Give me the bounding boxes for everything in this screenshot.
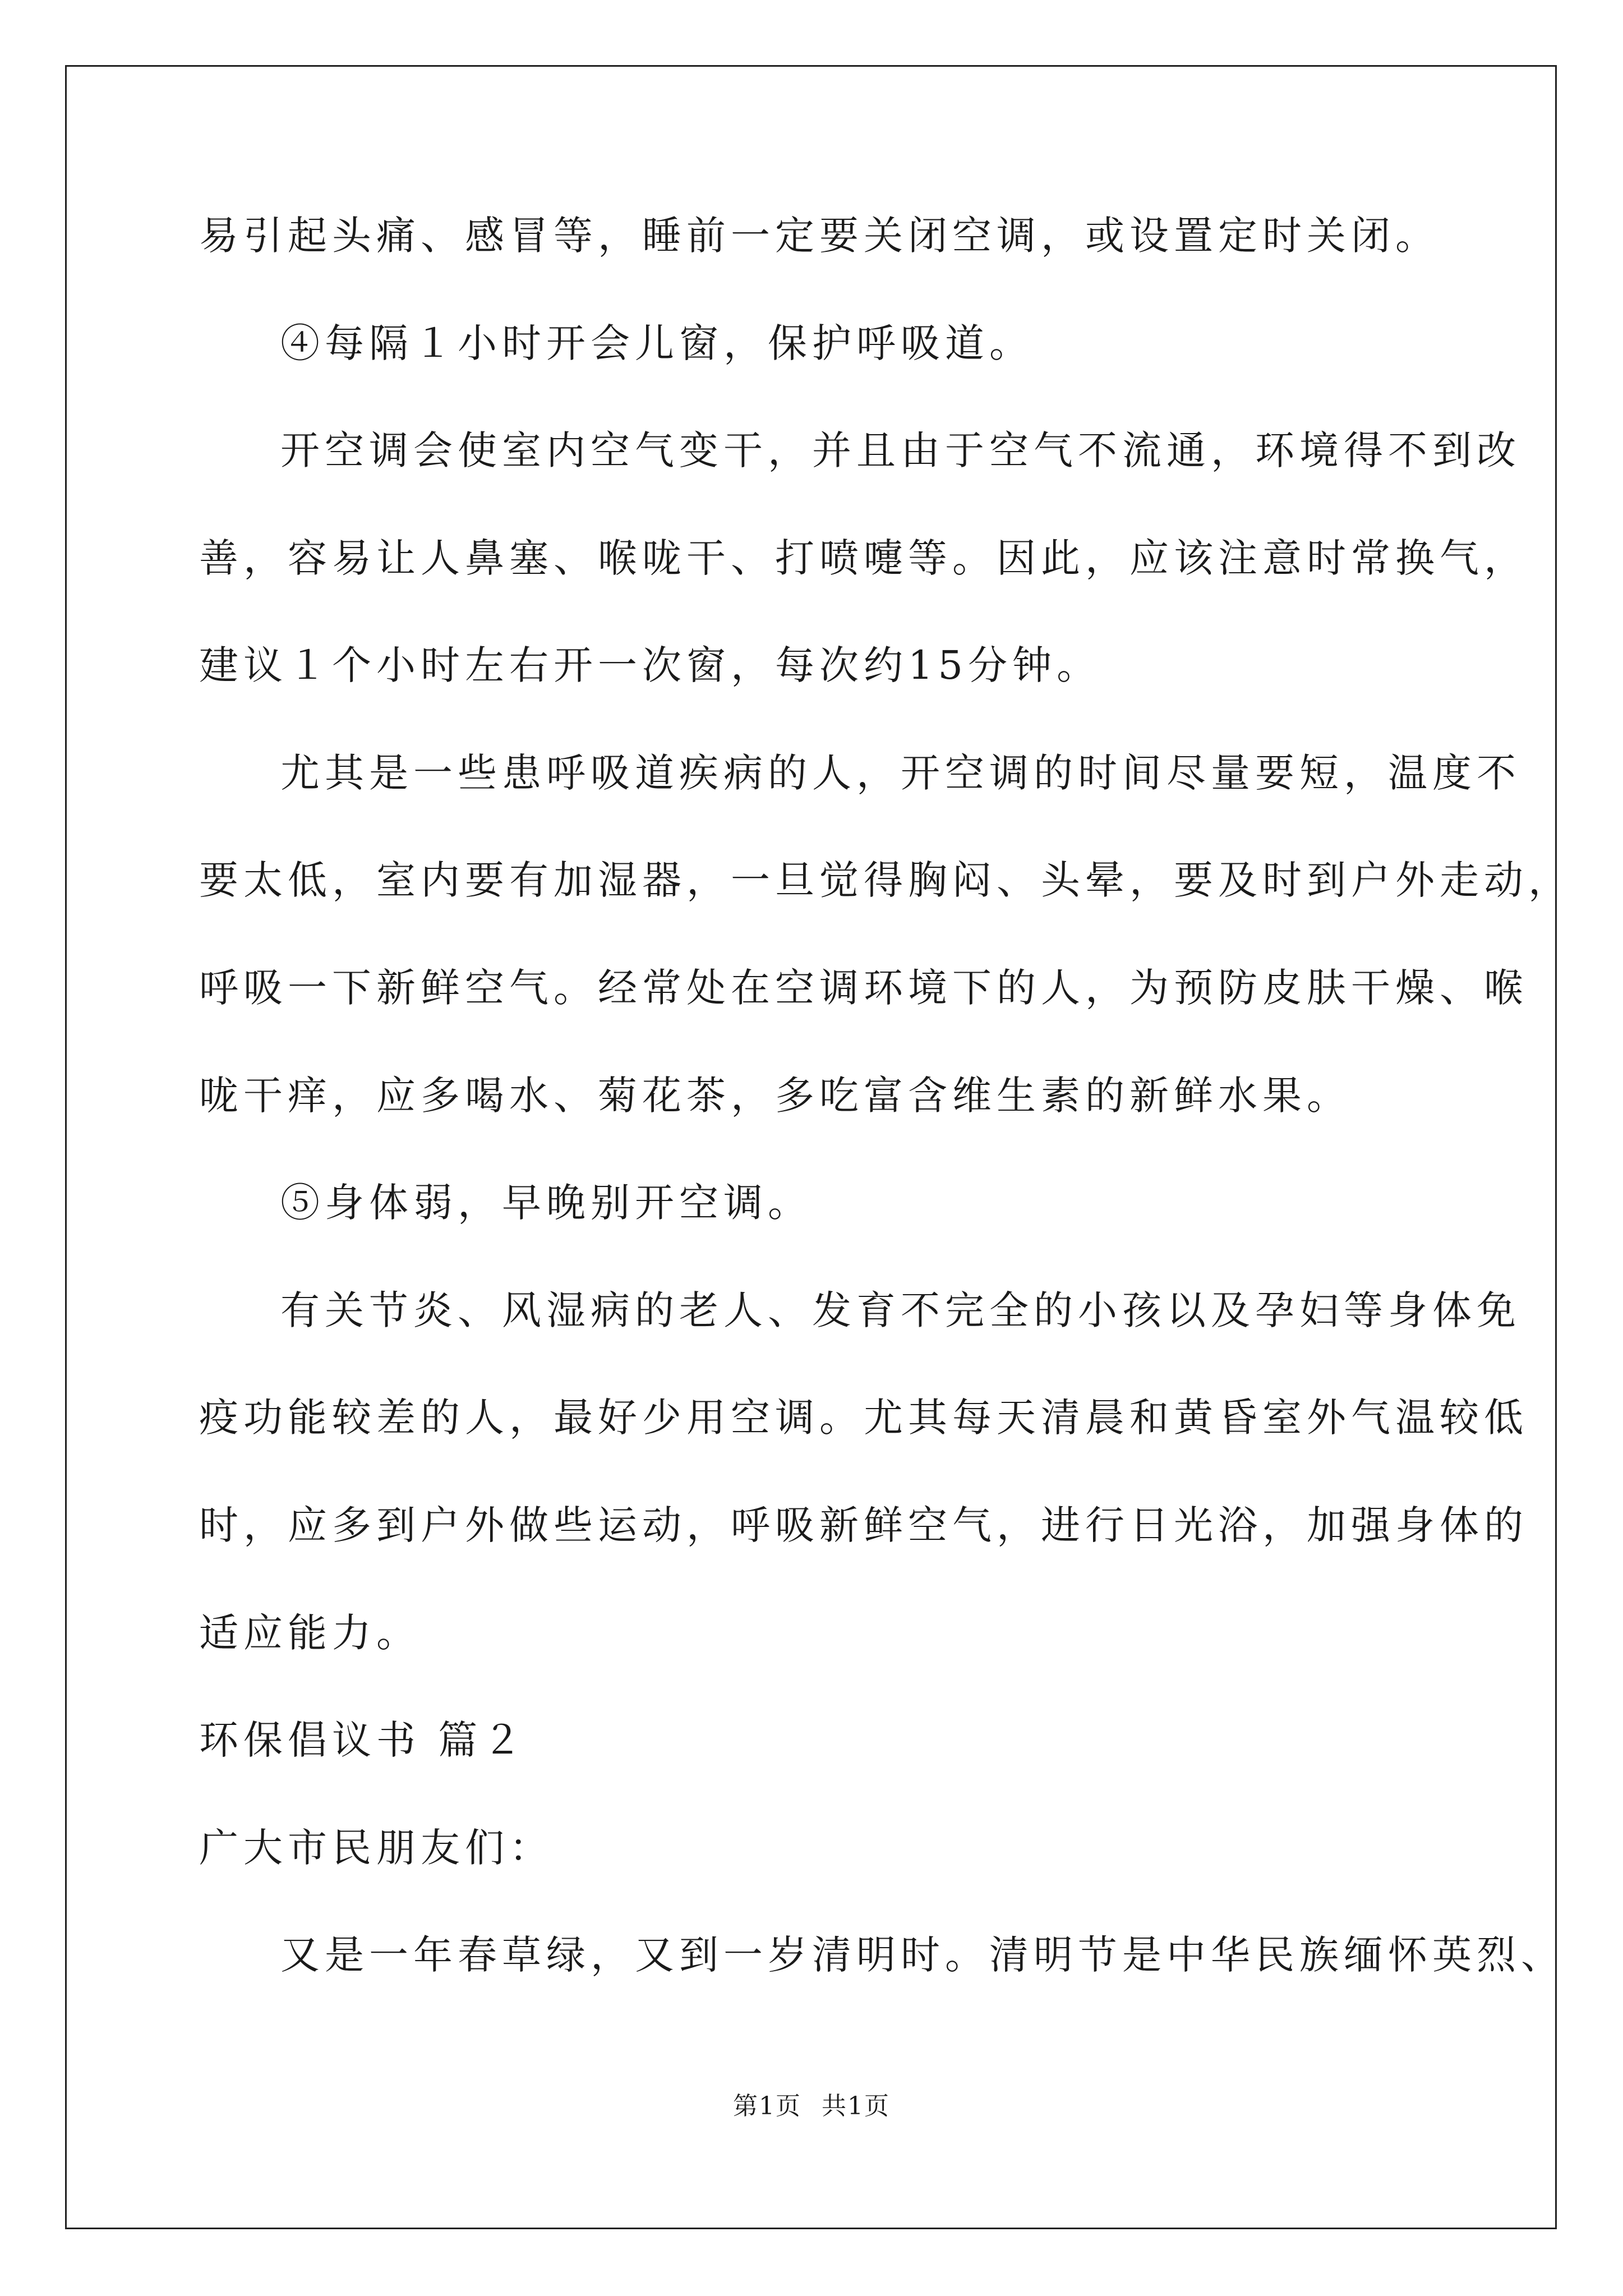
paragraph-line: 善，容易让人鼻塞、喉咙干、打喷嚏等。因此，应该注意时常换气， (199, 535, 1528, 581)
paragraph-line: 时，应多到户外做些运动，呼吸新鲜空气，进行日光浴，加强身体的 (199, 1502, 1528, 1548)
paragraph-line: 适应能力。 (199, 1610, 421, 1656)
paragraph-line: 咙干痒，应多喝水、菊花茶，多吃富含维生素的新鲜水果。 (199, 1073, 1351, 1119)
section-heading: 环保倡议书 篇２ (199, 1717, 527, 1763)
paragraph-line: 建议１个小时左右开一次窗，每次约15分钟。 (199, 642, 1101, 688)
paragraph-line: ④每隔１小时开会儿窗，保护呼吸道。 (280, 320, 1034, 366)
page-border (65, 65, 1557, 2229)
paragraph-line: 呼吸一下新鲜空气。经常处在空调环境下的人，为预防皮肤干燥、喉 (199, 965, 1528, 1011)
paragraph-line: 开空调会使室内空气变干，并且由于空气不流通，环境得不到改 (280, 427, 1521, 473)
paragraph-line: 易引起头痛、感冒等，睡前一定要关闭空调，或设置定时关闭。 (199, 213, 1440, 259)
salutation: 广大市民朋友们： (199, 1825, 554, 1871)
page-footer (0, 2090, 1623, 2123)
paragraph-line: ⑤身体弱，早晚别开空调。 (280, 1180, 812, 1226)
paragraph-line: 尤其是一些患呼吸道疾病的人，开空调的时间尽量要短，温度不 (280, 750, 1521, 796)
page-total: 共1页 (822, 2092, 890, 2120)
paragraph-line: 又是一年春草绿，又到一岁清明时。清明节是中华民族缅怀英烈、 (280, 1932, 1565, 1978)
paragraph-line: 疫功能较差的人，最好少用空调。尤其每天清晨和黄昏室外气温较低 (199, 1395, 1528, 1441)
paragraph-line: 要太低，室内要有加湿器，一旦觉得胸闷、头晕，要及时到户外走动， (199, 857, 1573, 903)
page-number: 第1页 (733, 2092, 801, 2120)
paragraph-line: 有关节炎、风湿病的老人、发育不完全的小孩以及孕妇等身体免 (280, 1287, 1521, 1333)
